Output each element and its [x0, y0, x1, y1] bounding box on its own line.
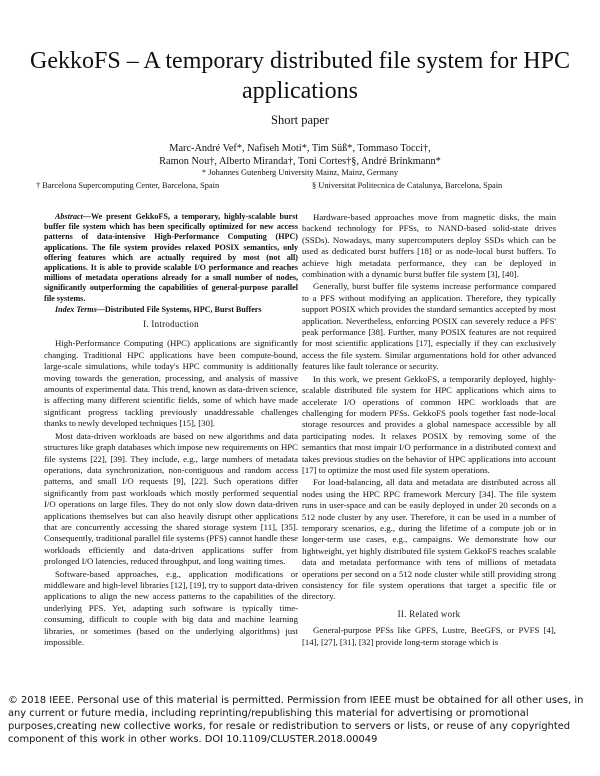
authors-line-1: Marc-André Vef*, Nafiseh Moti*, Tim Süß*, Tommaso Tocci†,	[169, 143, 431, 154]
section-heading-related-work: II. Related work	[397, 608, 461, 619]
index-terms	[44, 305, 298, 315]
abstract	[44, 212, 298, 304]
intro-paragraph: Most data-driven workloads are based on new algorithms and data structures like graph databases which impose new requirements on HPC file systems [22], [39]. They include, e.g., large numbers of metadata operations, data synchronization, non-contiguous and random access patterns, and small I/O requests [9], [22]. Such operations differ significantly from past workloads which mostly performed sequential I/O operations on large files. They do not only slow down data-driven applications themselves but can also heavily disrupt other applications that are concurrently accessing the shared storage system [11], [35]. Consequently, traditional parallel file systems (PFS) cannot handle these workloads efficiently and data-driven applications suffer from prolonged I/O latencies, reduced throughput, and long waiting times.	[44, 430, 298, 567]
index-terms-label: Index Terms	[55, 304, 97, 314]
index-terms-text: —Distributed File Systems, HPC, Burst Buffers	[96, 304, 262, 314]
authors-line-2: Ramon Nou†, Alberto Miranda†, Toni Cortes†§, André Brinkmann*	[159, 156, 441, 167]
body-paragraph: For load-balancing, all data and metadata are distributed across all nodes using the HPC RPC framework Mercury [34]. The file system runs in user-space and can be easily deployed in under 20 seconds on a 512 node cluster by any user. Therefore, it can be used in a number of temporary scenarios, e.g., during the lifetime of a compute job or in longer-term use cases, e.g., campaigns. We demonstrate how our lightweight, yet highly distributed file system GekkoFS reaches scalable data and metadata performance with tens of millions of metadata operations per second on a 512 node cluster while still providing strong consistency for file system operations that target a specific file or directory.	[302, 477, 556, 602]
copyright-notice: © 2018 IEEE. Personal use of this material is permitted. Permission from IEEE must be obtained for all other uses, in any current or future media, including reprinting/republishing this material for advertising or promotional purposes,creating new collective works, for resale or redistribution to servers or lists, or reuse of any copyrighted component of this work in other works. DOI 10.1109/CLUSTER.2018.00049	[8, 695, 584, 746]
body-paragraph: Generally, burst buffer file systems increase performance compared to a PFS without modifying an application. Therefore, they typically support POSIX which provides the standard semantics accepted by most application. Nevertheless, enforcing POSIX can severely reduce a PFS' peak performance [38]. Further, many POSIX features are not required for most scientific applications [17], especially if they can exclusively access the file system. Similar argumentations hold for other advanced features like fault tolerance or security.	[302, 281, 556, 372]
related-work-paragraph: General-purpose PFSs like GPFS, Lustre, BeeGFS, or PVFS [4], [14], [27], [31], [32] provide long-term storage which is	[302, 625, 556, 647]
affiliation-bsc: † Barcelona Supercomputing Center, Barcelona, Spain	[36, 181, 220, 190]
paper-title: GekkoFS – A temporary distributed file system for HPC applications	[30, 48, 570, 104]
intro-paragraph: High-Performance Computing (HPC) applications are significantly changing. Traditional HPC applications have been compute-bound, large-scale simulations, while today's HPC community is additionally moving towards the generation, processing, and analysis of massive amounts of experimental data. This trend, known as data-driven science, is affecting many different scientific fields, some of which have made significant progress tackling previously unaddressable challenges thanks to newly developed techniques [15], [30].	[44, 338, 298, 429]
section-heading-introduction: I. Introduction	[143, 319, 199, 330]
author-list	[40, 142, 560, 168]
abstract-text: —We present GekkoFS, a temporary, highly-scalable burst buffer file system which has been specifically optimized for new access patterns of data-intensive High-Performance Computing (HPC) applications. The file system provides relaxed POSIX semantics, only offering features which are actually required by most (not all) applications. It is able to provide scalable I/O performance and reaches millions of metadata operations already for a small number of nodes, significantly outperforming the capabilities of general-purpose parallel file systems.	[44, 212, 298, 303]
abstract-label: Abstract	[55, 212, 83, 221]
left-column	[44, 212, 298, 648]
affiliation-upc: § Universitat Politecnica de Catalunya, Barcelona, Spain	[312, 181, 503, 190]
intro-paragraph: Software-based approaches, e.g., application modifications or middleware and high-level libraries [12], [19], try to support data-driven applications to align the new access patterns to the capabilities of the underlying PFS. Yet, adapting such software is typically time-consuming, difficult to couple with big data and machine learning libraries, or sometimes (based on the underlying algorithms) just impossible.	[44, 568, 298, 647]
right-column	[302, 212, 556, 648]
paper-subtitle: Short paper	[271, 113, 329, 127]
body-paragraph: In this work, we present GekkoFS, a temporarily deployed, highly-scalable distributed file system for HPC applications which aims to accelerate I/O operations of common HPC workloads that are challenging for modern PFSs. GekkoFS pools together fast node-local storage resources and provides a global namespace accessible by all participating nodes. It relaxes POSIX by removing some of the semantics that most impair I/O performance in a distributed context and takes previous studies on the behavior of HPC applications into account [17] to optimize the most used file system operations.	[302, 373, 556, 475]
affiliation-mainz: * Johannes Gutenberg University Mainz, Mainz, Germany	[201, 168, 399, 177]
body-paragraph: Hardware-based approaches move from magnetic disks, the main backend technology for PFSs, to NAND-based solid-state drives (SSDs). Nowadays, many supercomputers deploy SSDs which can be used as dedicated burst buffers [18] or as node-local burst buffers. To achieve high metadata performance, they can be deployed in combination with a dynamic burst buffer file system [3], [40].	[302, 212, 556, 280]
